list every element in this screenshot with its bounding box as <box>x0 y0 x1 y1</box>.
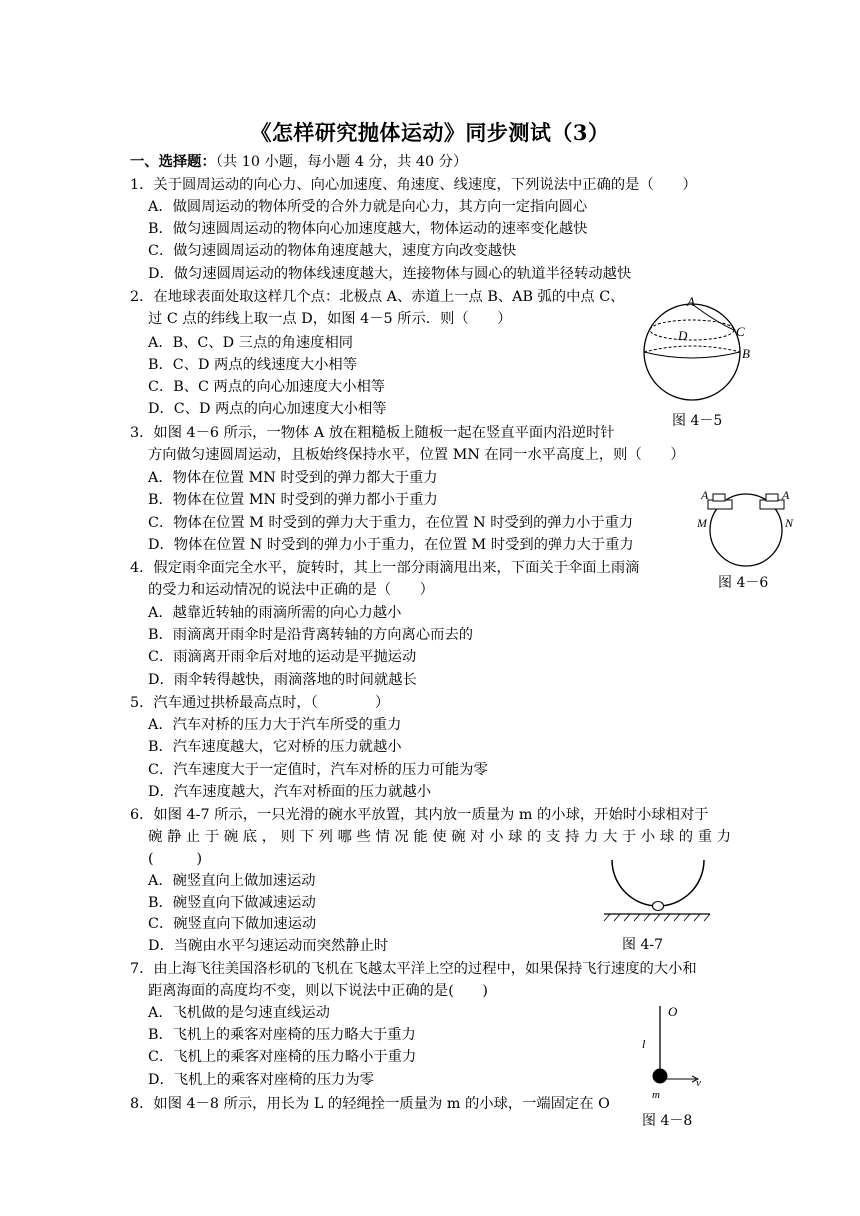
fig48-label-v: v <box>696 1077 701 1089</box>
figure-4-8-pendulum <box>636 998 716 1108</box>
q3-option-a: A．物体在位置 MN 时受到的弹力都大于重力 <box>148 470 438 486</box>
figure-4-7-bowl <box>600 858 715 930</box>
figure-4-8-caption: 图 4－8 <box>642 1113 693 1129</box>
q2-option-b: B．C、D 两点的线速度大小相等 <box>148 357 358 373</box>
fig45-label-a: A <box>687 294 695 309</box>
q3-stem-line1: 3．如图 4－6 所示，一物体 A 放在粗糙板上随板一起在竖直平面内沿逆时针 <box>130 425 615 441</box>
q7-option-a: A．飞机做的是匀速直线运动 <box>148 1005 330 1021</box>
q2-option-d: D．C、D 两点的向心加速度大小相等 <box>148 401 387 417</box>
q1-option-d: D．做匀速圆周运动的物体线速度越大，连接物体与圆心的轨道半径转动越快 <box>148 266 632 282</box>
fig46-label-a-right: A <box>782 488 790 502</box>
q4-option-a: A．越靠近转轴的雨滴所需的向心力越小 <box>148 605 402 621</box>
q2-stem-line1: 2．在地球表面处取这样几个点：北极点 A、赤道上一点 B、AB 弧的中点 C、 <box>130 289 625 305</box>
q4-option-d: D．雨伞转得越快，雨滴落地的时间就越长 <box>148 672 417 688</box>
q2-stem-line2: 过 C 点的纬线上取一点 D，如图 4－5 所示．则（ ） <box>148 311 512 327</box>
q6-stem-line1: 6．如图 4-7 所示，一只光滑的碗水平放置，其内放一质量为 m 的小球，开始时小球相对于 <box>130 807 709 823</box>
q6-option-b: B．碗竖直向下做减速运动 <box>148 895 316 911</box>
q1-option-c: C．做匀速圆周运动的物体角速度越大，速度方向改变越快 <box>148 243 517 259</box>
q5-option-b: B．汽车速度越大，它对桥的压力就越小 <box>148 739 402 755</box>
figure-4-6-caption: 图 4－6 <box>718 575 769 591</box>
q1-stem: 1．关于圆周运动的向心力、向心加速度、角速度、线速度，下列说法中正确的是（ ） <box>130 177 697 193</box>
q2-option-a: A．B、C、D 三点的角速度相同 <box>148 335 354 351</box>
q4-option-c: C．雨滴离开雨伞后对地的运动是平抛运动 <box>148 649 417 665</box>
q3-stem-line2: 方向做匀速圆周运动，且板始终保持水平，位置 MN 在同一水平高度上，则（ ） <box>148 447 685 463</box>
figure-4-5-globe <box>636 292 766 407</box>
q5-option-c: C．汽车速度大于一定值时，汽车对桥的压力可能为零 <box>148 762 488 778</box>
q1-option-a: A．做圆周运动的物体所受的合外力就是向心力，其方向一定指向圆心 <box>148 199 588 215</box>
fig46-label-m: M <box>697 516 707 530</box>
q5-option-a: A．汽车对桥的压力大于汽车所受的重力 <box>148 717 402 733</box>
fig48-label-o: O <box>668 1004 678 1019</box>
q7-option-b: B．飞机上的乘客对座椅的压力略大于重力 <box>148 1027 416 1043</box>
q7-stem-line2: 距离海面的高度均不变，则以下说法中正确的是( ) <box>148 983 488 999</box>
q7-stem-line1: 7．由上海飞往美国洛杉矶的飞机在飞越太平洋上空的过程中，如果保持飞行速度的大小和 <box>130 961 697 977</box>
q6-option-d: D．当碗由水平匀速运动而突然静止时 <box>148 938 389 954</box>
section-heading <box>130 152 467 172</box>
q4-stem-line1: 4．假定雨伞面完全水平，旋转时，其上一部分雨滴甩出来，下面关于伞面上雨滴 <box>130 560 640 576</box>
q3-option-c: C．物体在位置 M 时受到的弹力大于重力，在位置 N 时受到的弹力小于重力 <box>148 515 634 531</box>
q4-stem-line2: 的受力和运动情况的说法中正确的是（ ） <box>148 582 434 598</box>
q7-option-d: D．飞机上的乘客对座椅的压力为零 <box>148 1072 374 1088</box>
q3-option-b: B．物体在位置 MN 时受到的弹力都小于重力 <box>148 492 438 508</box>
q6-stem-line3: ( ) <box>148 851 203 867</box>
q2-option-c: C．B、C 两点的向心加速度大小相等 <box>148 379 386 395</box>
q4-option-b: B．雨滴离开雨伞时是沿背离转轴的方向离心而去的 <box>148 627 474 643</box>
figure-4-7-caption: 图 4-7 <box>622 937 663 953</box>
fig45-label-d: D <box>678 328 688 343</box>
q6-stem-line2: 碗静止于碗底，则下列哪些情况能使碗对小球的支持力大于小球的重力 <box>148 829 731 845</box>
q5-stem: 5．汽车通过拱桥最高点时，（ ） <box>130 695 390 711</box>
q7-option-c: C．飞机上的乘客对座椅的压力略小于重力 <box>148 1049 417 1065</box>
q5-option-d: D．汽车速度越大，汽车对桥面的压力就越小 <box>148 784 432 800</box>
fig45-label-b: B <box>742 346 750 361</box>
fig48-label-l: l <box>642 1037 646 1051</box>
fig48-label-m: m <box>652 1089 660 1101</box>
section-label: 一、选择题： <box>130 154 216 170</box>
figure-4-6-circular-board <box>692 485 802 570</box>
figure-4-5-caption: 图 4－5 <box>672 413 723 429</box>
section-note: （共 10 小题，每小题 4 分，共 40 分） <box>215 154 468 170</box>
fig46-label-a-left: A <box>701 488 709 502</box>
q6-option-c: C．碗竖直向下做加速运动 <box>148 916 317 932</box>
q6-option-a: A．碗竖直向上做加速运动 <box>148 873 316 889</box>
page-title: 《怎样研究抛体运动》同步测试（3） <box>250 120 610 145</box>
q3-option-d: D．物体在位置 N 时受到的弹力小于重力，在位置 M 时受到的弹力大于重力 <box>148 537 634 553</box>
q8-stem: 8．如图 4－8 所示，用长为 L 的轻绳拴一质量为 m 的小球，一端固定在 O <box>130 1096 610 1112</box>
q1-option-b: B．做匀速圆周运动的物体向心加速度越大，物体运动的速率变化越快 <box>148 221 588 237</box>
fig45-label-c: C <box>736 324 745 339</box>
fig46-label-n: N <box>785 516 794 530</box>
